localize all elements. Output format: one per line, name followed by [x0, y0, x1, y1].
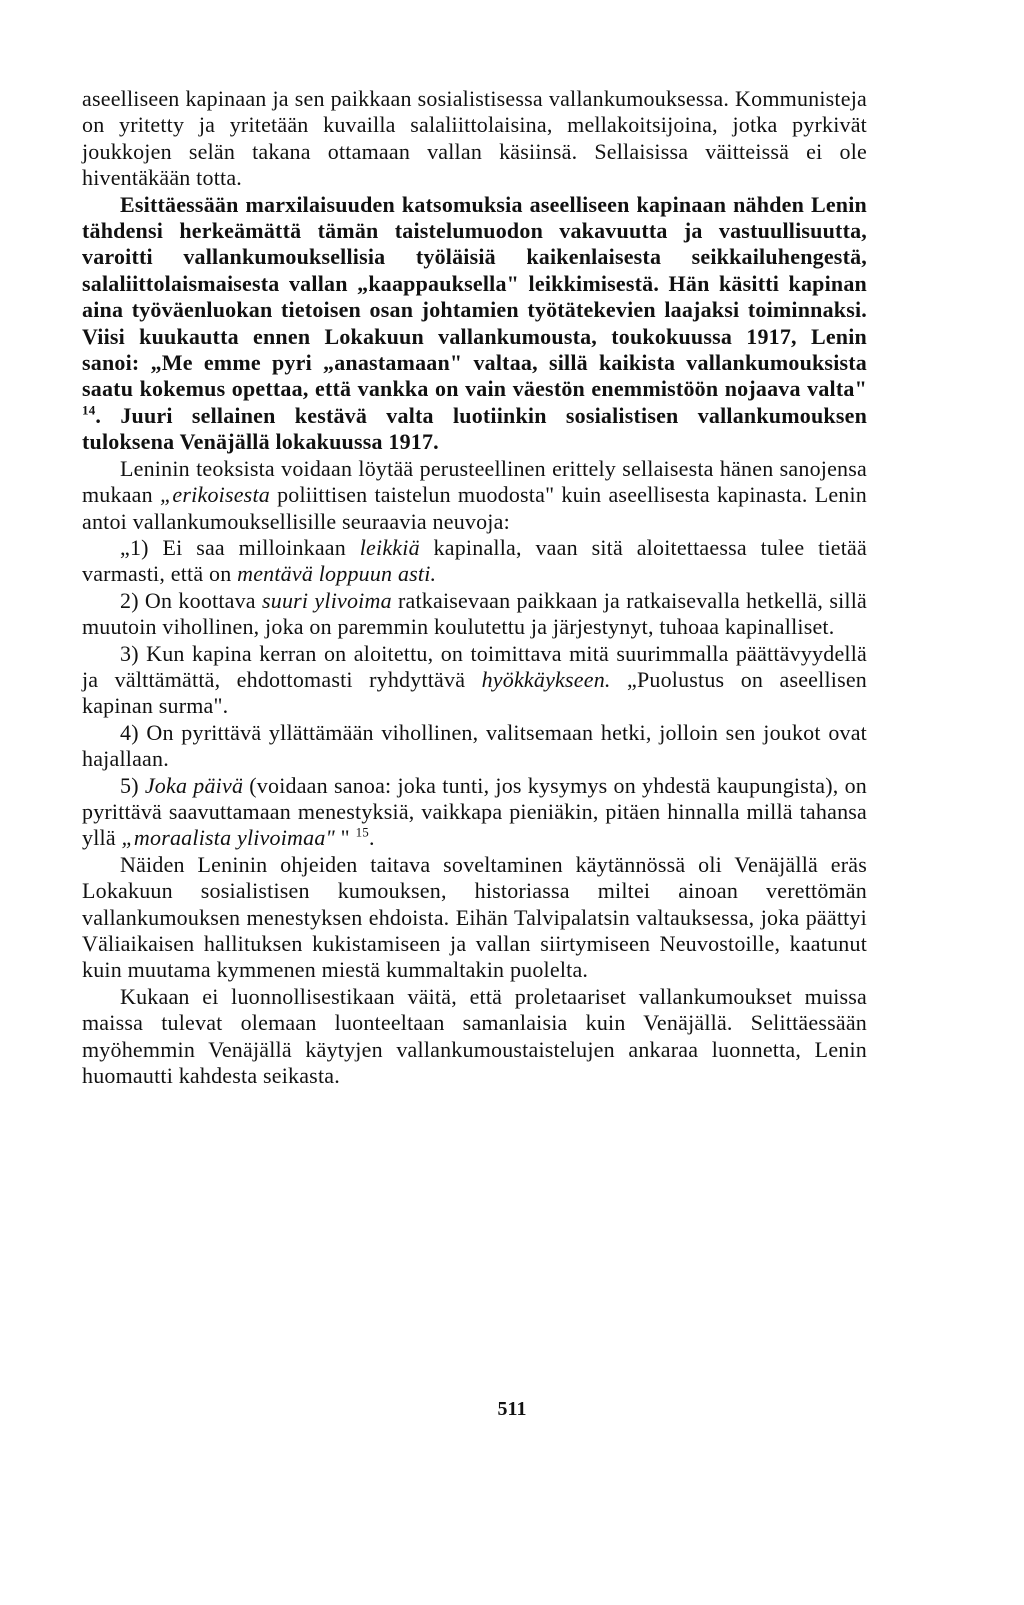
text-run: Kukaan ei luonnollisestikaan väitä, että proletaariset vallankumoukset muissa maissa tulevat olemaan luonteeltaan samanlaisia kuin Venäjällä. Selittäessään myöhemmin Venäjällä käytyjen vallankumoustaistelujen ankaraa luonnetta, Lenin huomautti kahdesta seikasta.: [82, 983, 867, 1089]
text-run: ": [334, 825, 356, 851]
body-paragraph: [82, 720, 867, 773]
footnote-ref: 14: [82, 402, 96, 418]
text-run: (voidaan sanoa: joka tunti, jos kysymys on yhdestä kaupungista), on pyrittävä saavuttamaan menestyksiä, vaikkapa pieniäkin, pitäen hinnalla millä tahansa yllä: [82, 772, 867, 851]
body-paragraph: [82, 535, 867, 588]
text-run: Leninin teoksista voidaan löytää perusteellinen erittely sellaisesta hänen sanojensa mukaan: [82, 455, 867, 508]
text-run: kapinalla, vaan sitä aloitettaessa tulee tietää varmasti, että on: [82, 534, 867, 587]
text-run: 3) Kun kapina kerran on aloitettu, on toimittava mitä suurimmalla päättävyydellä ja välttämättä, ehdottomasti ryhdyttävä: [82, 640, 867, 692]
document-page: [82, 86, 867, 1089]
body-paragraph: [82, 192, 867, 456]
body-paragraph: [82, 773, 867, 852]
body-paragraph: [82, 984, 867, 1090]
text-run: „Puolustus on aseellisen kapinan surma".: [82, 666, 868, 719]
text-run: aseelliseen kapinaan ja sen paikkaan sosialistisessa vallankumouksessa. Kommunisteja on yritetty ja yritetään kuvailla salaliittolaisina, mellakoitsijoina, jotka pyrkivät joukkojen selän takana ottamaan vallan käsiinsä. Sellaisissa väitteissä ei ole hiventäkään totta.: [82, 86, 867, 191]
emphasis-text: „moraalista ylivoimaa": [121, 825, 335, 851]
text-run: ratkaisevaan paikkaan ja ratkaisevalla hetkellä, sillä muutoin vihollinen, joka on paremmin koulutettu ja järjestynyt, tuhoaa kapinalliset.: [82, 587, 867, 640]
emphasis-text: „erikoisesta: [160, 482, 270, 508]
footnote-ref: 15: [355, 825, 369, 841]
text-run: 2) On koottava: [120, 587, 262, 613]
body-paragraph: [82, 588, 867, 641]
body-paragraph: [82, 852, 867, 984]
emphasis-text: suuri ylivoima: [261, 587, 392, 613]
body-paragraph: [82, 86, 867, 192]
body-paragraph: [82, 456, 867, 535]
emphasis-text: leikkiä: [359, 534, 420, 560]
text-run: 4) On pyrittävä yllättämään vihollinen, valitsemaan hetki, jolloin sen joukot ovat hajallaan.: [82, 719, 867, 772]
text-run: poliittisen taistelun muodosta" kuin aseellisesta kapinasta. Lenin antoi vallankumouksellisille seuraavia neuvoja:: [82, 482, 868, 534]
body-paragraph: [82, 641, 867, 720]
emphasis-text: Joka päivä: [144, 772, 244, 798]
text-run: „1) Ei saa milloinkaan: [120, 534, 360, 560]
text-run: Näiden Leninin ohjeiden taitava soveltaminen käytännössä oli Venäjällä eräs Lokakuun sosialistisen kumouksen, historiassa miltei ainoan verettömän vallankumouksen menestyksen ehdoista. Eihän Talvipalatsin valtauksessa, joka päättyi Väliaikaisen hallituksen kukistamiseen ja vallan siirtymiseen Neuvostoille, kaatunut kuin muutama kymmenen miestä kummaltakin puolelta.: [82, 851, 867, 983]
text-run: 5): [120, 772, 145, 798]
text-run: Esittäessään marxilaisuuden katsomuksia aseelliseen kapinaan nähden Lenin tähdensi herkeämättä tämän taistelumuodon vakavuutta ja vastuullisuutta, varoitti vallankumouksellisia työläisiä kaikenlaisesta seikkailuhengestä, salaliittolaismaisesta vallan „kaappauksella" leikkimisestä. Hän käsitti kapinan aina työväenluokan tietoisen osan johtamien työtätekevien laajaksi toiminnaksi. Viisi kuukautta ennen Lokakuun vallankumousta, toukokuussa 1917, Lenin sanoi: „Me emme pyri „anastamaan" valtaa, sillä kaikista vallankumouksista saatu kokemus opettaa, että vankka on vain väestön enemmistöön nojaava valta": [82, 191, 867, 402]
page-number: 511: [497, 1398, 527, 1420]
emphasis-text: hyökkäykseen.: [481, 666, 611, 692]
text-run: . Juuri sellainen kestävä valta luotiinkin sosialistisen vallankumouksen tuloksena Venäjällä lokakuussa 1917.: [82, 402, 867, 455]
text-run: .: [368, 825, 375, 851]
emphasis-text: mentävä loppuun asti.: [237, 561, 437, 587]
